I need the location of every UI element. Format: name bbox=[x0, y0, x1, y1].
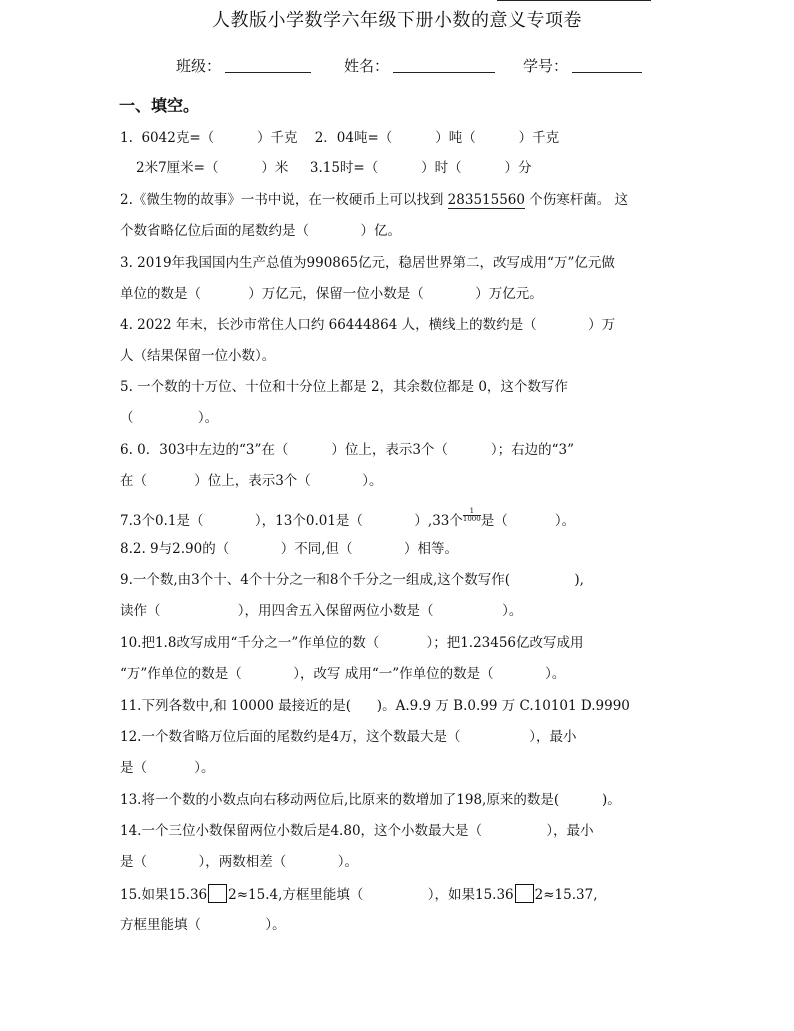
question-text: 7.3个0.1是（ ），13个0.01是（ ）,33个 bbox=[120, 513, 463, 529]
question-line: 方框里能填（ ）。 bbox=[120, 917, 286, 933]
question-line: 12.一个数省略万位后面的尾数约是4万，这个数最大是（ ），最小 bbox=[120, 729, 577, 745]
underlined-number: 283515560 bbox=[447, 192, 525, 208]
question-line: 11.下列各数中,和 10000 最接近的是( )。A.9.9 万 B.0.99 万 C.10101 D.9990 bbox=[120, 698, 630, 714]
question-line: （ ）。 bbox=[120, 410, 219, 426]
question-line: “万”作单位的数是（ ），改写 成用“一”作单位的数是（ ）。 bbox=[120, 666, 566, 682]
question-line: 6. 0．303中左边的“3”在（ ）位上，表示3个（ ）；右边的“3” bbox=[120, 442, 574, 458]
question-line: 个数省略亿位后面的尾数约是（ ）亿。 bbox=[120, 223, 401, 239]
name-label: 姓名： bbox=[344, 57, 390, 75]
answer-box[interactable] bbox=[208, 884, 227, 903]
question-line: 是（ ）。 bbox=[120, 760, 215, 776]
question-line bbox=[120, 508, 575, 531]
id-blank[interactable] bbox=[572, 57, 642, 73]
question-line: 4. 2022 年末，长沙市常住人口约 66444864 人，横线上的数约是（ ）万 bbox=[120, 317, 616, 333]
fraction-numerator: 1 bbox=[463, 508, 481, 516]
question-line: 13.将一个数的小数点向右移动两位后,比原来的数增加了198,原来的数是( )。 bbox=[120, 792, 621, 808]
fraction-denominator: 1000 bbox=[462, 515, 481, 523]
question-text: 2.《微生物的故事》一书中说，在一枚硬币上可以找到 bbox=[120, 192, 448, 208]
header-rule bbox=[497, 0, 651, 1]
question-line: 9.一个数,由3个十、4个十分之一和8个千分之一组成,这个数写作( ), bbox=[120, 572, 584, 588]
question-line: 3. 2019年我国国内生产总值为990865亿元，稳居世界第二，改写成用“万”亿元做 bbox=[120, 255, 615, 271]
question-line: 8.2. 9与2.90的（ ）不同,但（ ）相等。 bbox=[120, 541, 458, 557]
question-line: 10.把1.8改写成用“千分之一”作单位的数（ ）；把1.23456亿改写成用 bbox=[120, 635, 584, 651]
question-text: 个伤寒杆菌。 这 bbox=[524, 192, 629, 208]
question-line: 1. 6042克=（ ）千克 2．04吨=（ ）吨（ ）千克 bbox=[120, 130, 560, 146]
name-blank[interactable] bbox=[393, 57, 495, 73]
name-field bbox=[344, 55, 495, 76]
question-line: 是（ ），两数相差（ ）。 bbox=[120, 854, 358, 870]
id-label: 学号： bbox=[523, 57, 569, 75]
question-line: 读作（ ），用四舍五入保留两位小数是（ ）。 bbox=[120, 603, 523, 619]
section-title: 一、填空。 bbox=[119, 96, 200, 115]
question-line bbox=[120, 190, 628, 210]
question-line: 人（结果保留一位小数）。 bbox=[120, 348, 276, 364]
question-line bbox=[120, 884, 598, 905]
question-line: 5. 一个数的十万位、十位和十分位上都是 2，其余数位都是 0，这个数写作 bbox=[120, 379, 568, 395]
page-title: 人教版小学数学六年级下册小数的意义专项卷 bbox=[212, 10, 582, 31]
question-text: 2≈15.4,方框里能填（ ），如果15.36 bbox=[228, 887, 514, 903]
class-label: 班级： bbox=[176, 57, 222, 75]
id-field bbox=[523, 55, 642, 76]
question-line: 在（ ）位上，表示3个（ ）。 bbox=[120, 473, 383, 489]
question-line: 单位的数是（ ）万亿元，保留一位小数是（ ）万亿元。 bbox=[120, 286, 543, 302]
student-info-row bbox=[0, 55, 794, 77]
question-text: 15.如果15.36 bbox=[120, 887, 208, 903]
fraction bbox=[463, 508, 481, 523]
class-blank[interactable] bbox=[225, 57, 311, 73]
class-field bbox=[176, 55, 311, 76]
question-line: 14.一个三位小数保留两位小数后是4.80，这个小数最大是（ ），最小 bbox=[120, 823, 594, 839]
question-text: 是（ ）。 bbox=[480, 513, 576, 529]
question-text: 2≈15.37, bbox=[534, 887, 598, 903]
question-line: 2米7厘米=（ ）米 3.15时=（ ）时（ ）分 bbox=[136, 160, 532, 176]
answer-box[interactable] bbox=[515, 884, 534, 903]
